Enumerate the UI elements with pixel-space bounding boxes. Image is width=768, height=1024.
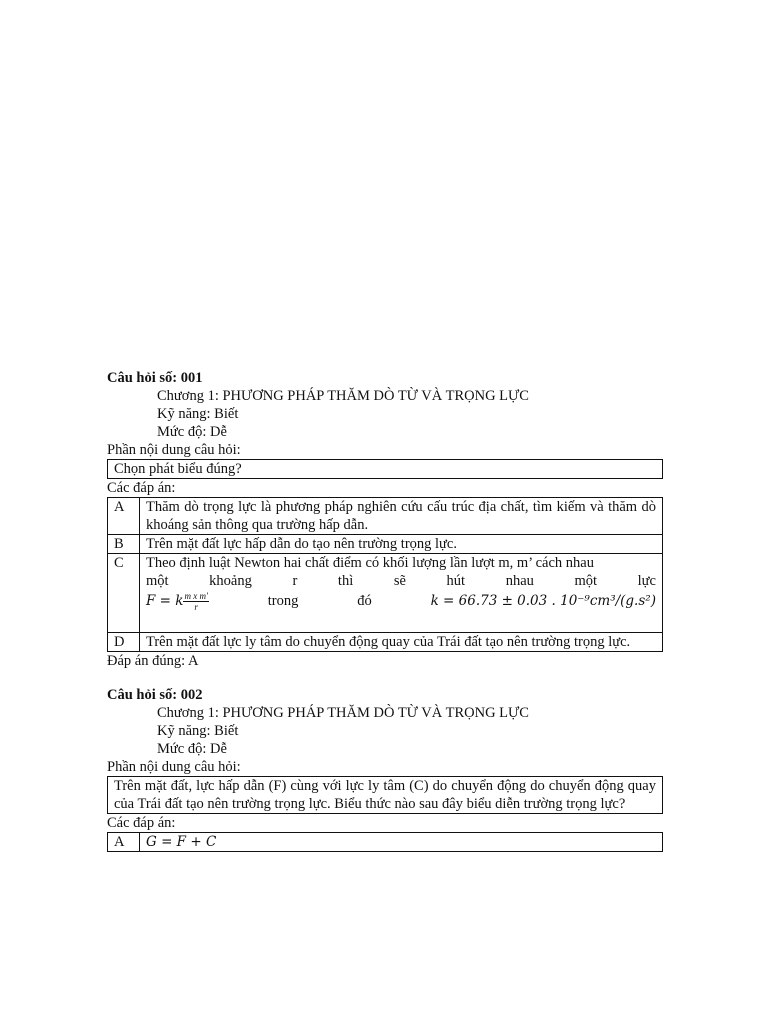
answers-table — [107, 832, 663, 852]
cell-spacing — [146, 612, 656, 632]
word: nhau — [505, 573, 534, 589]
word: sẽ — [393, 573, 406, 589]
answer-row — [108, 833, 663, 852]
answer-row — [108, 633, 663, 652]
question-skill: Kỹ năng: Biết — [157, 406, 239, 422]
question-block-002 — [107, 686, 663, 852]
answer-line-1: Theo định luật Newton hai chất điểm có khối lượng lần lượt m, m’ cách nhau — [146, 555, 594, 571]
answer-row — [108, 554, 663, 633]
question-chapter: Chương 1: PHƯƠNG PHÁP THĂM DÒ TỪ VÀ TRỌNG LỰC — [157, 388, 529, 404]
answer-letter: D — [108, 633, 140, 652]
word: thì — [337, 573, 354, 589]
question-level: Mức độ: Dễ — [157, 424, 227, 440]
answer-letter: C — [108, 554, 140, 633]
formula-constant: k = 66.73 ± 0.03 . 10⁻⁹cm³/(g.s²) — [430, 593, 656, 609]
question-content: Chọn phát biểu đúng? — [107, 459, 663, 479]
formula-force — [146, 591, 209, 612]
answer-formula-line — [146, 590, 656, 612]
word: một — [146, 573, 169, 589]
content-label: Phần nội dung câu hỏi: — [107, 759, 241, 775]
word: khoảng — [209, 573, 252, 589]
word: hút — [446, 573, 466, 589]
formula-fraction — [183, 591, 208, 612]
answers-label: Các đáp án: — [107, 815, 176, 831]
answer-letter: A — [108, 498, 140, 535]
answer-row — [108, 535, 663, 554]
question-chapter: Chương 1: PHƯƠNG PHÁP THĂM DÒ TỪ VÀ TRỌNG LỰC — [157, 705, 529, 721]
answer-line-2 — [146, 572, 656, 590]
word: đó — [357, 593, 372, 609]
answer-text: G = F + C — [140, 833, 663, 852]
question-content: Trên mặt đất, lực hấp dẫn (F) cùng với lực ly tâm (C) do chuyển động do chuyển động quay của Trái đất tạo nên trường trọng lực. Biểu thức nào sau đây biểu diễn trường trọng lực? — [107, 776, 663, 814]
word: trong — [267, 593, 299, 609]
answer-letter: A — [108, 833, 140, 852]
fraction-denominator: r — [194, 601, 198, 612]
answers-label: Các đáp án: — [107, 480, 176, 496]
word: một — [574, 573, 598, 589]
question-title: Câu hỏi số: 002 — [107, 687, 203, 703]
question-title: Câu hỏi số: 001 — [107, 370, 203, 386]
fraction-numerator: m x m′ — [184, 590, 208, 601]
answer-text: Trên mặt đất lực ly tâm do chuyển động quay của Trái đất tạo nên trường trọng lực. — [140, 633, 663, 652]
correct-answer: Đáp án đúng: A — [107, 653, 199, 669]
answer-text — [140, 554, 663, 633]
question-level: Mức độ: Dễ — [157, 741, 227, 757]
content-label: Phần nội dung câu hỏi: — [107, 442, 241, 458]
answer-text: Trên mặt đất lực hấp dẫn do tạo nên trường trọng lực. — [140, 535, 663, 554]
answer-row — [108, 498, 663, 535]
answer-letter: B — [108, 535, 140, 554]
word: lực — [637, 573, 656, 589]
question-skill: Kỹ năng: Biết — [157, 723, 239, 739]
question-block-001 — [107, 369, 663, 670]
word: r — [292, 573, 298, 589]
formula-lhs: F = k — [146, 592, 184, 609]
answer-text: Thăm dò trọng lực là phương pháp nghiên cứu cấu trúc địa chất, tìm kiếm và thăm dò khoáng sản thông qua trường hấp dẫn. — [140, 498, 663, 535]
answers-table — [107, 497, 663, 652]
spacer — [107, 670, 663, 686]
document-page — [107, 369, 663, 852]
